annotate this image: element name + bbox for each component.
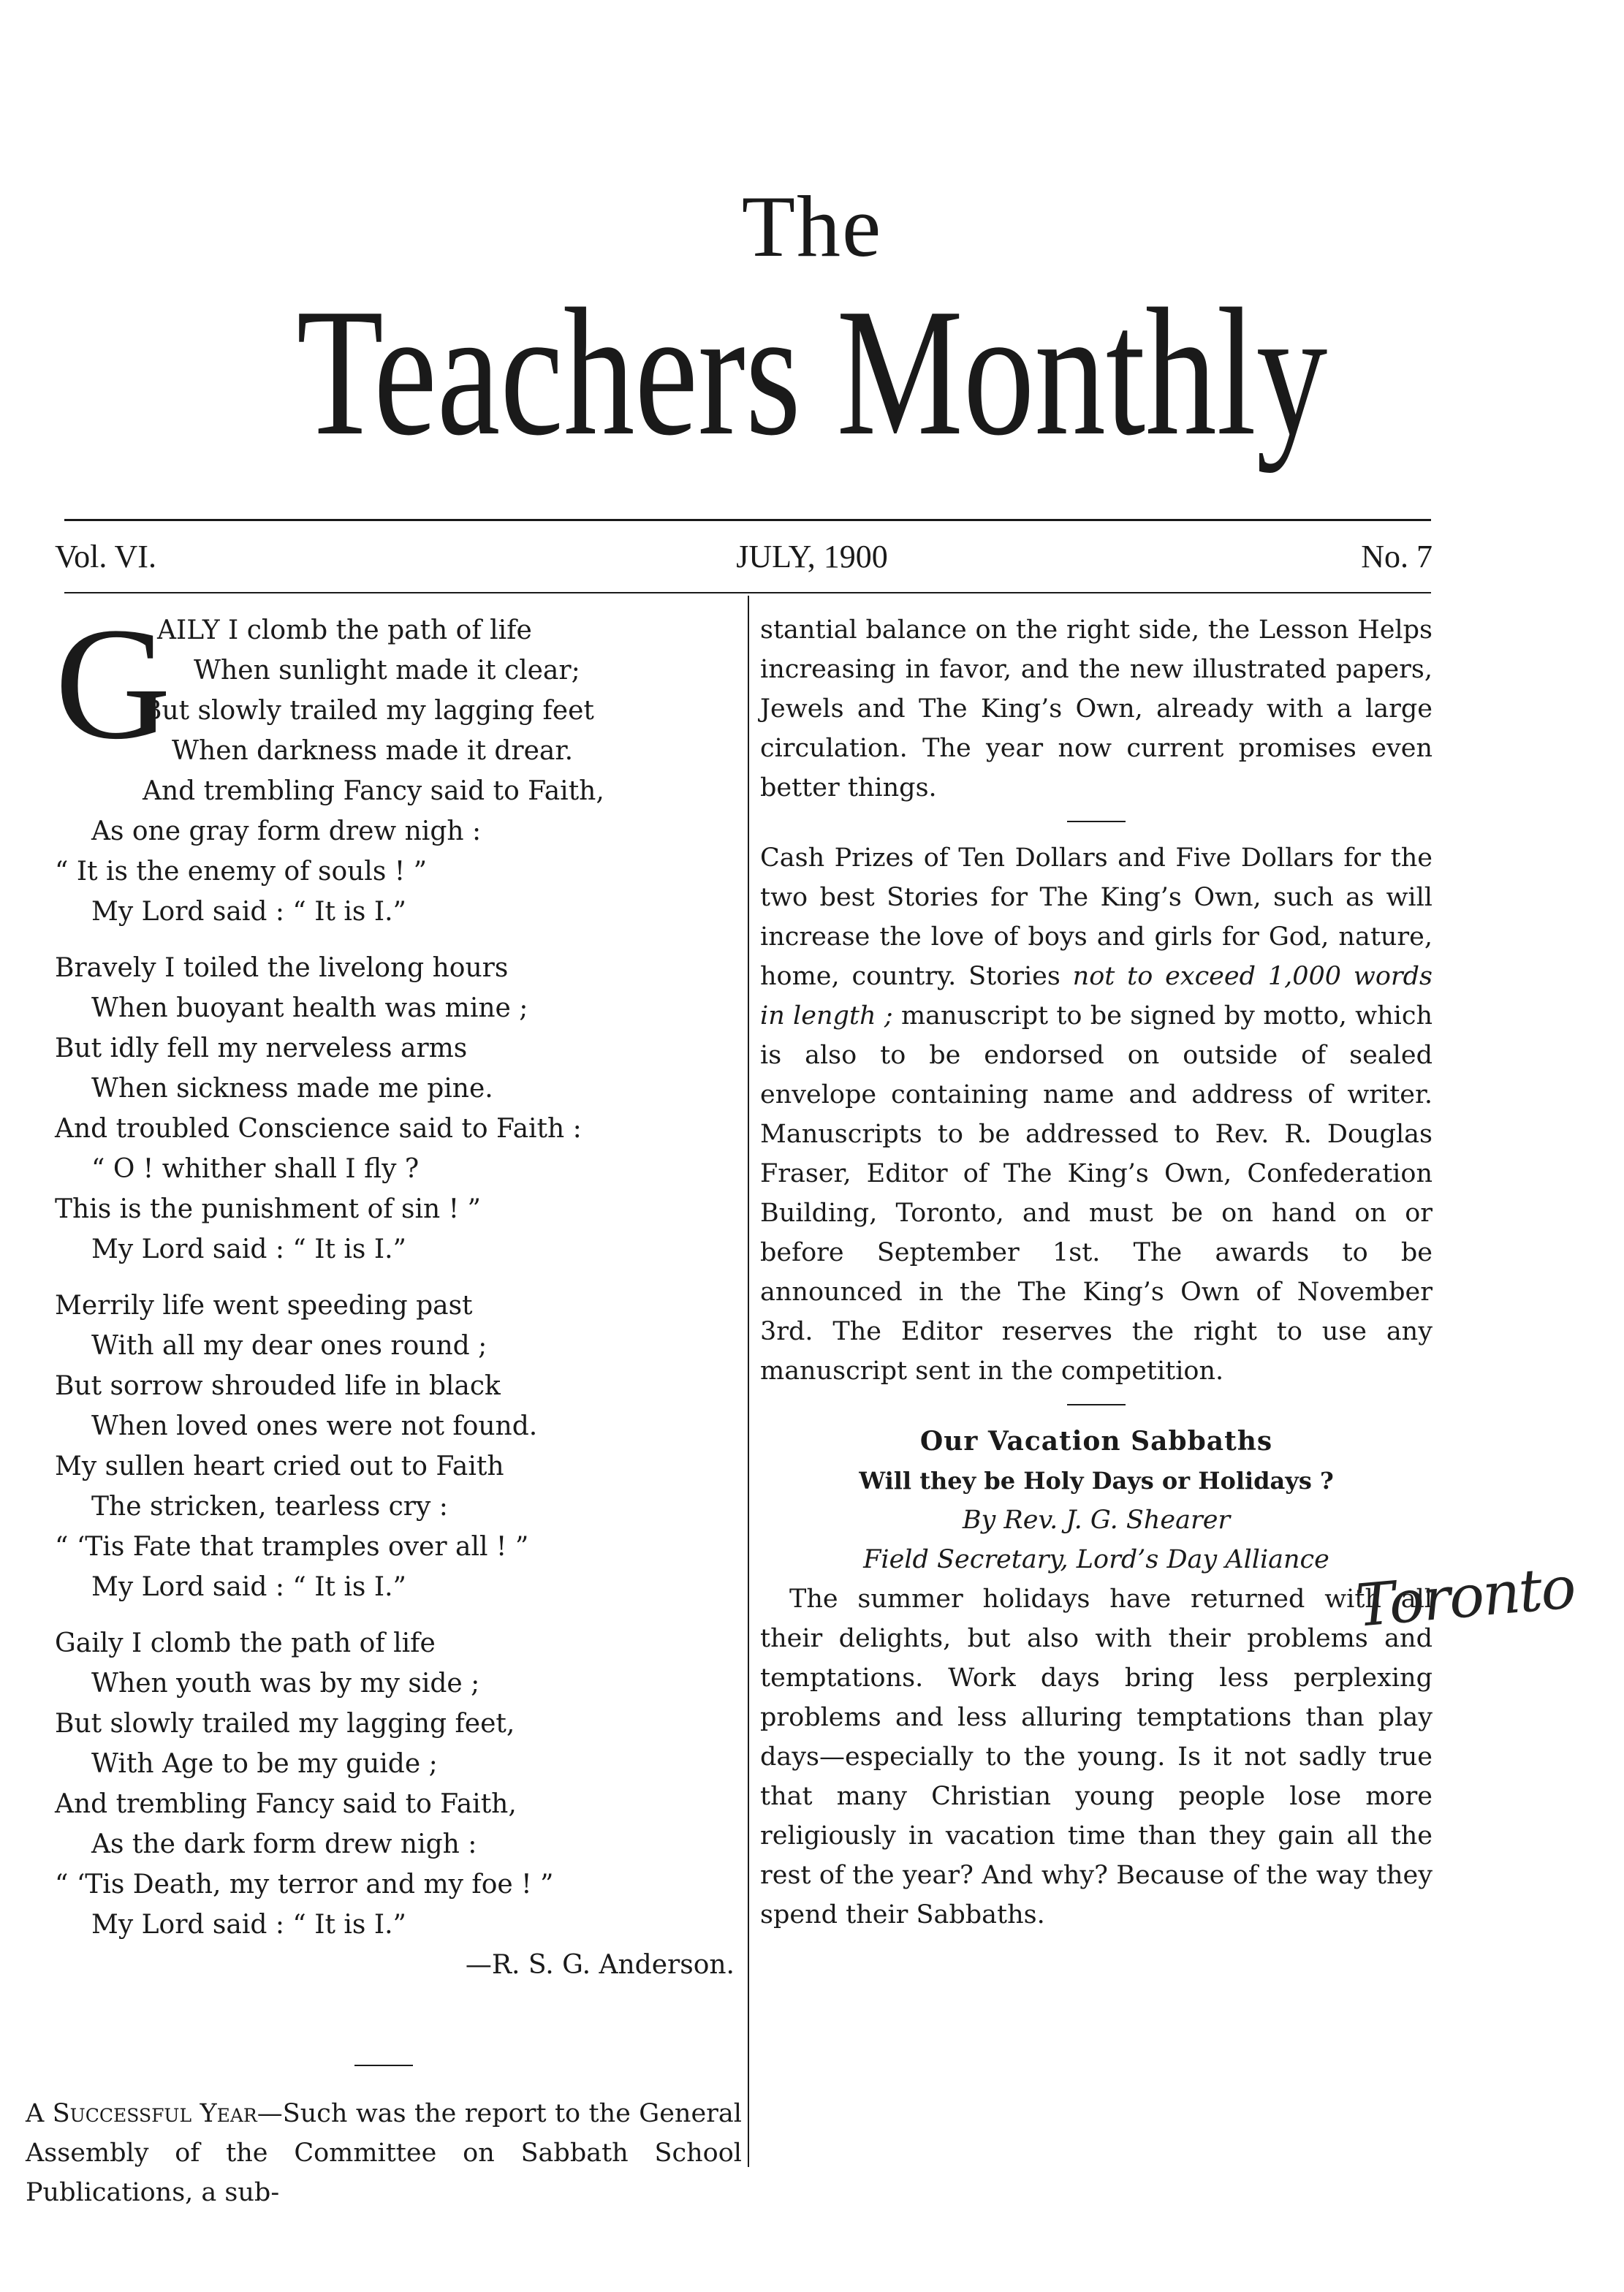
cash-prizes-notice bbox=[760, 838, 1433, 1391]
poem-line: My Lord said : “ It is I.” bbox=[91, 1234, 406, 1264]
poem-line: “ It is the enemy of souls ! ” bbox=[55, 857, 428, 887]
poem-line: When sunlight made it clear; bbox=[194, 656, 580, 686]
poem-line: My Lord said : “ It is I.” bbox=[91, 1572, 406, 1602]
poem-line: And troubled Conscience said to Faith : bbox=[55, 1114, 582, 1144]
successful-year-paragraph bbox=[26, 2094, 742, 2212]
poem-line: Merrily life went speeding past bbox=[55, 1291, 473, 1321]
masthead-title: Teachers Monthly bbox=[296, 271, 1328, 474]
volume-label: Vol. VI. bbox=[55, 539, 156, 574]
section-divider bbox=[1067, 821, 1126, 822]
drop-cap: G bbox=[55, 594, 171, 773]
poem-line: “ ‘Tis Death, my terror and my foe ! ” bbox=[55, 1870, 554, 1900]
article-body: The summer holidays have returned with all their delights, but also with their problems and temptations. Work days bring less perplexing problems and less alluring temptations than play days—especially to the young. Is it not sadly true that many Christian young people lose more religiously in vacation time than they gain all the rest of the year? And why? Because of the way they spend their Sabbaths. bbox=[760, 1585, 1433, 1929]
poem-line: With Age to be my guide ; bbox=[91, 1749, 438, 1779]
poem-line: And trembling Fancy said to Faith, bbox=[143, 776, 604, 806]
paragraph-text: —Such was the report to the General Assembly of the Committee on Sabbath School Publications, a sub- bbox=[26, 2099, 742, 2207]
article-author: By Rev. J. G. Shearer bbox=[962, 1506, 1231, 1535]
poem-line: But slowly trailed my lagging feet bbox=[143, 696, 594, 726]
handwritten-note: Toronto bbox=[1353, 1553, 1578, 1640]
article-author-position: Field Secretary, Lord’s Day Alliance bbox=[863, 1545, 1329, 1574]
poem-line: “ O ! whither shall I fly ? bbox=[91, 1154, 420, 1184]
header-rule-bottom bbox=[64, 592, 1431, 593]
right-column bbox=[760, 610, 1433, 1935]
notice-text: Cash Prizes of Ten Dollars and Five Dollars for the two best Stories for The King’s Own, such as will increase the love of boys and girls for God, nature, home, country. Stories bbox=[760, 843, 1433, 991]
poem-line: And trembling Fancy said to Faith, bbox=[55, 1789, 517, 1819]
notice-text: manuscript to be signed by motto, which is also to be endorsed on outside of sealed envelope containing name and address of writer. Manuscripts to be addressed to Rev. R. Douglas Fraser, Editor of The King’s Own, Confederation Building, Toronto, and must be on hand on or before September 1st. The awards to be announced in the The King’s Own of November 3rd. The Editor reserves the right to use any manuscript sent in the competition. bbox=[760, 1001, 1433, 1386]
poem-stanza bbox=[55, 948, 738, 1270]
poem-line: My sullen heart cried out to Faith bbox=[55, 1452, 504, 1481]
issue-number: No. 7 bbox=[1361, 539, 1433, 574]
masthead-article: The bbox=[741, 178, 883, 275]
notice-emphasis: not to exceed 1,000 words in length ; bbox=[760, 962, 1433, 1031]
poem-line: Bravely I toiled the livelong hours bbox=[55, 953, 509, 983]
poem-line: “ ‘Tis Fate that tramples over all ! ” bbox=[55, 1532, 529, 1562]
poem-stanza bbox=[55, 1623, 738, 1985]
poem-line: When youth was by my side ; bbox=[91, 1669, 480, 1699]
poem-line: But idly fell my nerveless arms bbox=[55, 1033, 468, 1063]
column-divider bbox=[748, 596, 749, 2167]
poem-line: This is the punishment of sin ! ” bbox=[55, 1194, 481, 1224]
section-divider bbox=[1067, 1404, 1126, 1405]
section-divider bbox=[354, 2065, 413, 2066]
poem bbox=[55, 594, 738, 2001]
poem-line: When sickness made me pine. bbox=[91, 1074, 493, 1104]
poem-line: When darkness made it drear. bbox=[172, 736, 574, 766]
poem-line: The stricken, tearless cry : bbox=[91, 1492, 448, 1522]
poem-line: My Lord said : “ It is I.” bbox=[91, 897, 406, 927]
poem-line: But sorrow shrouded life in black bbox=[55, 1371, 501, 1401]
poem-line: When buoyant health was mine ; bbox=[91, 993, 528, 1023]
header-rule-top bbox=[64, 519, 1431, 521]
poem-stanza bbox=[55, 1286, 738, 1607]
poem-line: Gaily I clomb the path of life bbox=[55, 1628, 436, 1658]
poem-attribution: —R. S. G. Anderson. bbox=[465, 1950, 735, 1980]
poem-line: My Lord said : “ It is I.” bbox=[91, 1910, 406, 1940]
poem-stanza bbox=[55, 594, 738, 932]
paragraph-lead: A Successful Year bbox=[26, 2099, 257, 2128]
poem-line: As one gray form drew nigh : bbox=[91, 816, 482, 846]
issue-date: JULY, 1900 bbox=[736, 539, 888, 574]
poem-line: With all my dear ones round ; bbox=[91, 1331, 487, 1361]
poem-line: AILY I clomb the path of life bbox=[157, 615, 532, 645]
poem-line: As the dark form drew nigh : bbox=[91, 1829, 477, 1859]
article-title: Our Vacation Sabbaths bbox=[919, 1426, 1273, 1457]
poem-line: When loved ones were not found. bbox=[91, 1411, 538, 1441]
poem-line: But slowly trailed my lagging feet, bbox=[55, 1709, 515, 1739]
successful-year-continued: stantial balance on the right side, the Lesson Helps increasing in favor, and the new illustrated papers, Jewels and The King’s Own, already with a large circulation. The year now current promises even better things. bbox=[760, 615, 1433, 802]
article-subtitle: Will they be Holy Days or Holidays ? bbox=[859, 1467, 1334, 1495]
